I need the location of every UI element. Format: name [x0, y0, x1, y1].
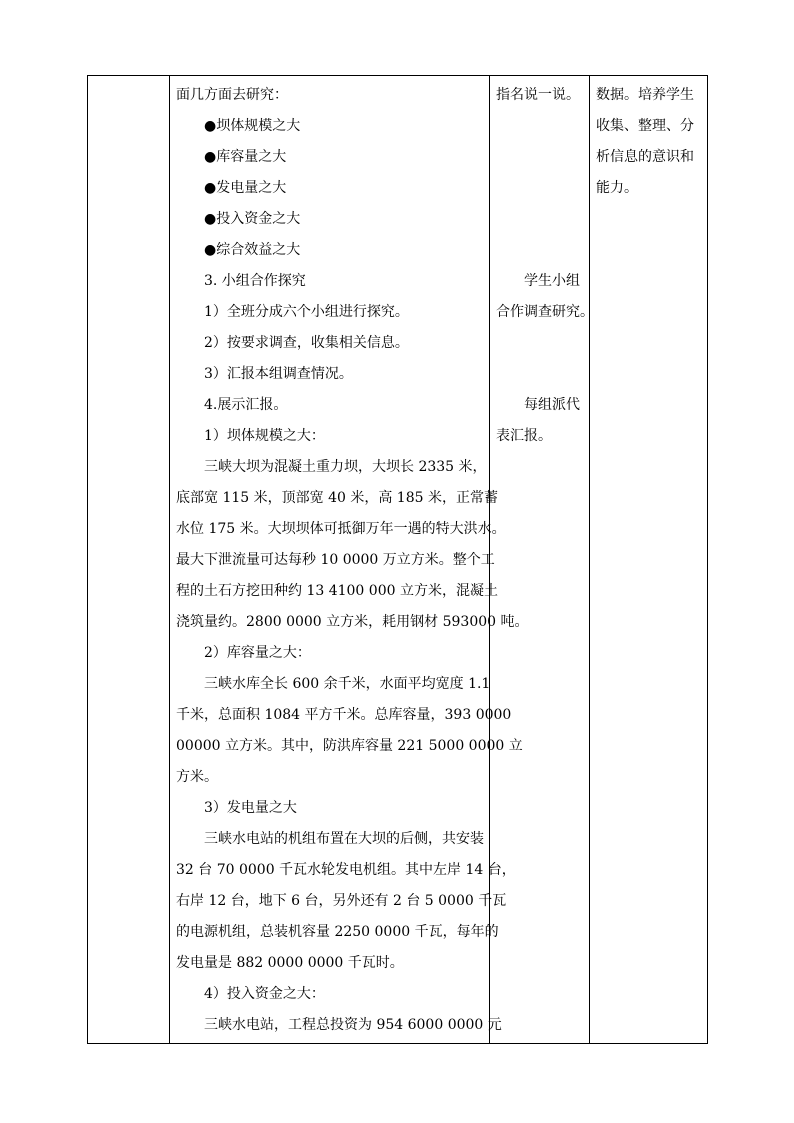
text-line: 00000 立方米。其中，防洪库容量 221 5000 0000 立	[176, 738, 523, 754]
lesson-plan-table	[87, 75, 708, 1044]
bullet-item: ●库容量之大	[204, 149, 287, 165]
subsection-heading: 4）投入资金之大：	[204, 986, 325, 1002]
design-intent-column	[590, 76, 708, 1043]
text-line: 每组派代	[524, 397, 580, 413]
text-line: 32 台 70 0000 千瓦水轮发电机组。其中左岸 14 台，	[176, 862, 516, 878]
text-line: 三峡大坝为混凝土重力坝，大坝长 2335 米，	[204, 459, 487, 475]
text-line: 数据。培养学生	[596, 87, 694, 103]
text-line: 水位 175 米。大坝坝体可抵御万年一遇的特大洪水。	[176, 521, 506, 537]
text-line: 三峡水电站，工程总投资为 954 6000 0000 元	[204, 1017, 502, 1033]
text-line: 三峡水库全长 600 余千米，水面平均宽度 1.1	[204, 676, 491, 692]
text-line: 能力。	[596, 180, 638, 196]
section-heading: 4.展示汇报。	[204, 397, 288, 413]
text-line: 2）按要求调查，收集相关信息。	[204, 335, 409, 351]
subsection-heading: 2）库容量之大：	[204, 645, 311, 661]
text-line: 析信息的意识和	[596, 149, 694, 165]
text-line: 表汇报。	[496, 428, 552, 444]
text-line: 1）全班分成六个小组进行探究。	[204, 304, 409, 320]
section-heading: 3. 小组合作探究	[204, 273, 306, 289]
text-line: 右岸 12 台，地下 6 台，另外还有 2 台 5 0000 千瓦	[176, 893, 507, 909]
text-line: 指名说一说。	[496, 87, 580, 103]
student-activity-column	[490, 76, 594, 1043]
text-line: 浇筑量约。2800 0000 立方米，耗用钢材 593000 吨。	[176, 614, 529, 630]
text-line: 最大下泄流量可达每秒 10 0000 万立方米。整个工	[176, 552, 495, 568]
text-line: 三峡水电站的机组布置在大坝的后侧，共安装	[204, 831, 484, 847]
text-line: 合作调查研究。	[496, 304, 594, 320]
bullet-item: ●投入资金之大	[204, 211, 301, 227]
text-line: 面几方面去研究：	[176, 87, 288, 103]
subsection-heading: 1）坝体规模之大：	[204, 428, 325, 444]
text-line: 底部宽 115 米，顶部宽 40 米，高 185 米，正常蓄	[176, 490, 498, 506]
bullet-item: ●综合效益之大	[204, 242, 301, 258]
text-line: 方米。	[176, 769, 218, 785]
text-line: 的电源机组，总装机容量 2250 0000 千瓦，每年的	[176, 924, 499, 940]
text-line: 程的土石方挖田种约 13 4100 000 立方米，混凝土	[176, 583, 498, 599]
text-line: 发电量是 882 0000 0000 千瓦时。	[176, 955, 404, 971]
text-line: 千米，总面积 1084 平方千米。总库容量，393 0000	[176, 707, 512, 723]
bullet-item: ●发电量之大	[204, 180, 287, 196]
subsection-heading: 3）发电量之大	[204, 800, 297, 816]
bullet-item: ●坝体规模之大	[204, 118, 301, 134]
text-line: 学生小组	[524, 273, 580, 289]
text-line: 收集、整理、分	[596, 118, 694, 134]
text-line: 3）汇报本组调查情况。	[204, 366, 353, 382]
